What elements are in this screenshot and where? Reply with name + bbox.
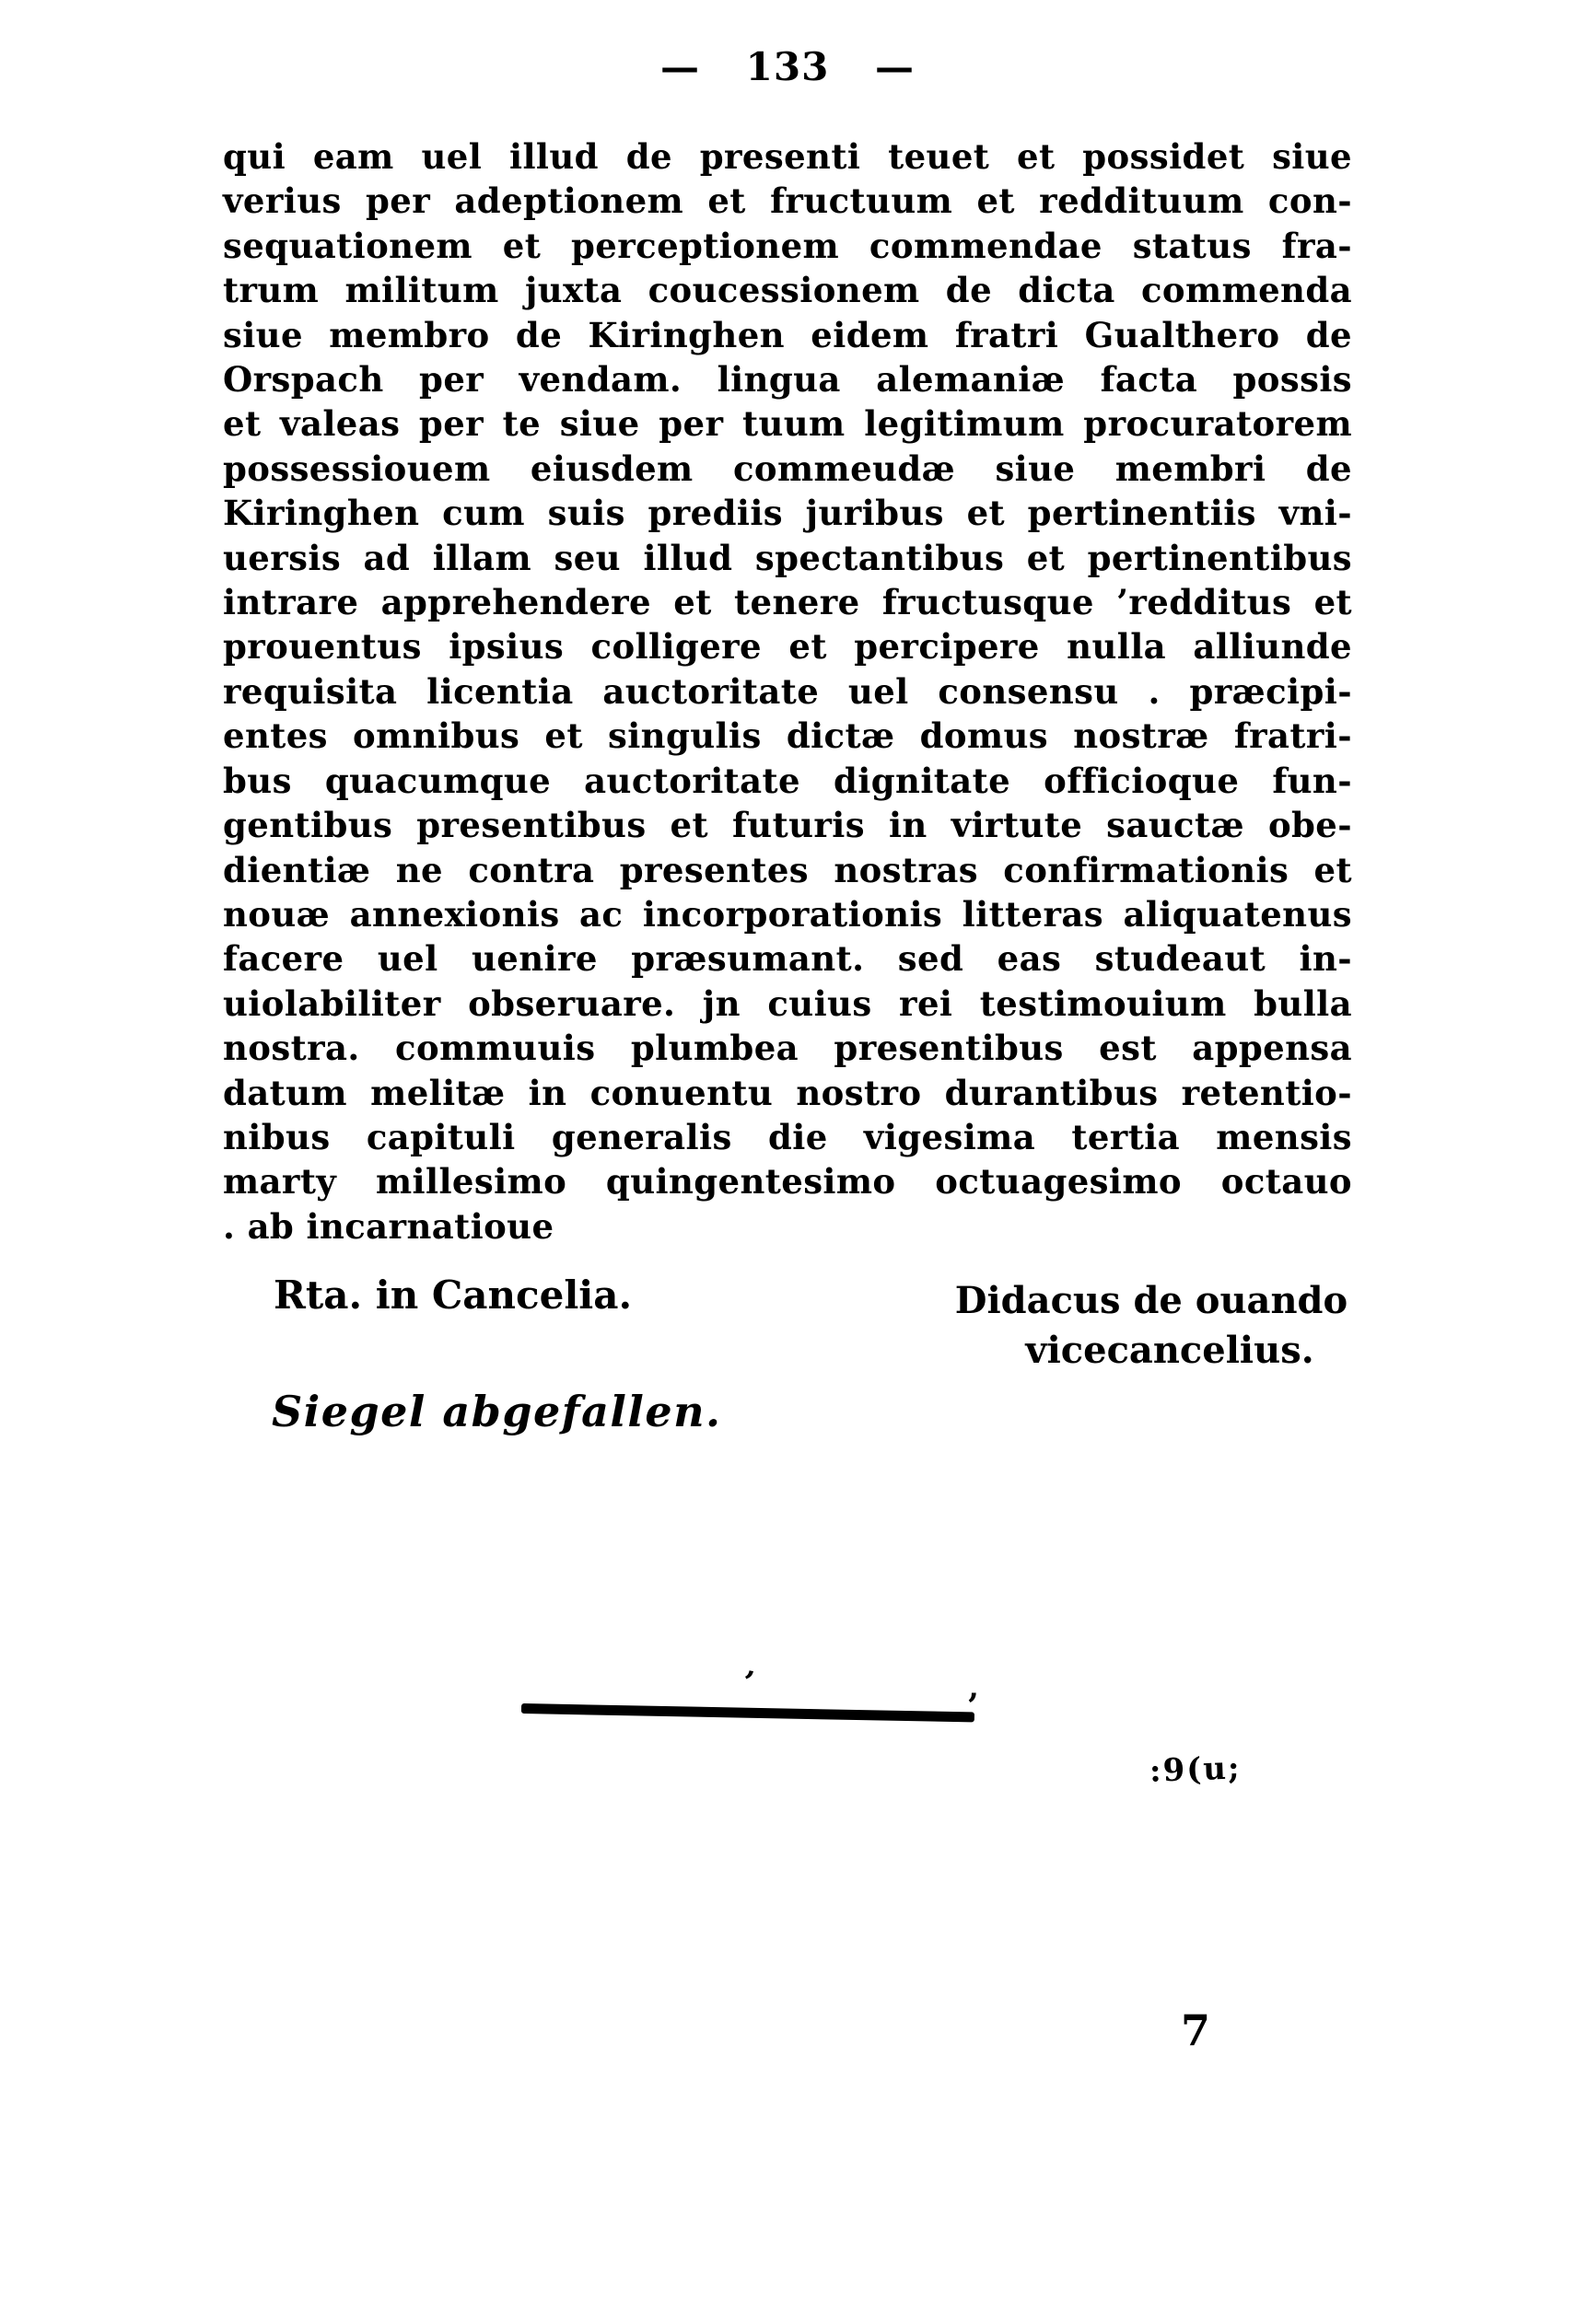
text-line: bus quacumque auctoritate dignitate officioque fun- xyxy=(223,760,1352,801)
text-line: marty millesimo quingentesimo octuagesimo octauo xyxy=(223,1161,1352,1203)
text-line: uersis ad illam seu illud spectantibus et pertinentibus xyxy=(223,537,1352,578)
rule-end-ink-hook: ’ xyxy=(967,1687,979,1726)
separator-rule xyxy=(521,1703,974,1722)
text-line: datum melitæ in conuentu nostro durantibus retentio- xyxy=(223,1072,1352,1113)
text-line: intrare apprehendere et tenere fructusque ’redditus et xyxy=(223,582,1352,623)
text-line: nostra. commuuis plumbea presentibus est appensa xyxy=(223,1028,1352,1069)
text-line: requisita licentia auctoritate uel consensu . præcipi- xyxy=(223,670,1352,712)
text-line: Kiringhen cum suis prediis juribus et pertinentiis vni- xyxy=(223,493,1352,534)
text-line: facere uel uenire præsumant. sed eas studeaut in- xyxy=(223,938,1352,980)
signer-name: Didacus de ouando xyxy=(954,1279,1348,1322)
text-line: et valeas per te siue per tuum legitimum procuratorem xyxy=(223,403,1352,445)
ink-mark: ’ xyxy=(738,1664,757,1702)
text-line: entes omnibus et singulis dictæ domus nostræ fratri- xyxy=(223,715,1352,757)
text-line: possessiouem eiusdem commeudæ siue membri de xyxy=(223,447,1352,489)
text-line: nibus capituli generalis die vigesima tertia mensis xyxy=(223,1116,1352,1157)
text-line: siue membro de Kiringhen eidem fratri Gualthero de xyxy=(223,314,1352,355)
signer-title: vicecancelius. xyxy=(1025,1329,1314,1372)
text-line: trum militum juxta coucessionem de dicta commenda xyxy=(223,270,1352,311)
text-line: dientiæ ne contra presentes nostras confirmationis et xyxy=(223,849,1352,890)
text-line: verius per adeptionem et fructuum et reddituum con- xyxy=(223,180,1352,222)
page-header-number: — 133 — xyxy=(660,44,915,89)
ink-smudge: :9(u; xyxy=(1149,1749,1242,1790)
text-line: prouentus ipsius colligere et percipere nulla alliunde xyxy=(223,626,1352,668)
main-text-block xyxy=(223,134,1352,1249)
registration-note: Rta. in Cancelia. xyxy=(274,1272,633,1318)
text-line: Orspach per vendam. lingua alemaniæ facta possis xyxy=(223,359,1352,401)
text-line: uiolabiliter obseruare. jn cuius rei testimouium bulla xyxy=(223,982,1352,1024)
text-line: . ab incarnatioue xyxy=(223,1205,554,1247)
seal-missing-note: Siegel abgefallen. xyxy=(272,1387,722,1436)
signature-mark-number: 7 xyxy=(1181,2005,1211,2055)
text-line: gentibus presentibus et futuris in virtute sauctæ obe- xyxy=(223,805,1352,846)
signature-block xyxy=(935,1276,1368,1376)
text-line: nouæ annexionis ac incorporationis litteras aliquatenus xyxy=(223,893,1352,935)
text-line: qui eam uel illud de presenti teuet et possidet siue xyxy=(223,136,1352,177)
text-line: sequationem et perceptionem commendae status fra- xyxy=(223,225,1352,266)
